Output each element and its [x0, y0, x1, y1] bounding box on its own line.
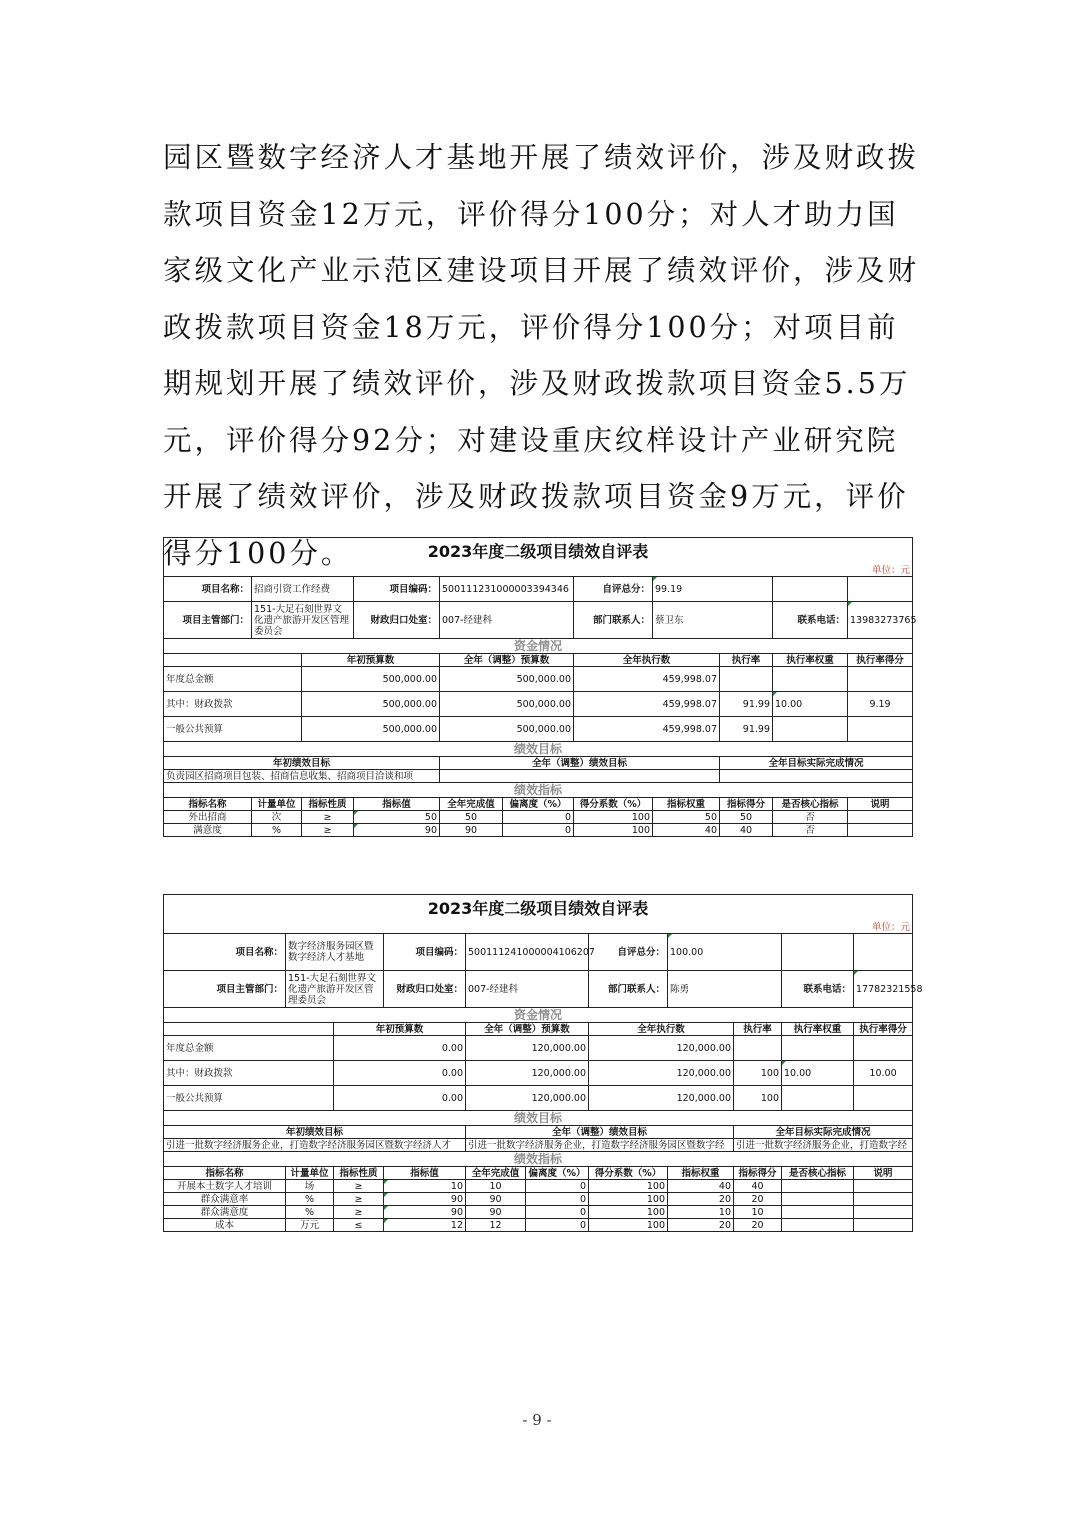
row-fiscal-label: 其中：财政拨款: [164, 1061, 334, 1086]
col-rate-score: 执行率得分: [854, 1023, 913, 1036]
contact-value: 蔡卫东: [653, 602, 773, 639]
contact-label: 部门联系人：: [574, 602, 653, 639]
ind-unit: 次: [252, 811, 302, 824]
row-fiscal-label: 其中：财政拨款: [164, 692, 302, 717]
public-execution: 459,998.07: [574, 717, 720, 742]
ind-name: 外出招商: [164, 811, 252, 824]
ind-note-header: 说明: [848, 798, 913, 811]
ind-core-header: 是否核心指标: [782, 1167, 854, 1180]
ind-name: 开展本土数字人才培训: [164, 1180, 286, 1193]
row-public-label: 一般公共预算: [164, 1086, 334, 1111]
ind-actual: 10: [466, 1180, 526, 1193]
self-score-label: 自评总分：: [574, 577, 653, 602]
fiscal-weight: 10.00: [782, 1061, 854, 1086]
ind-nature: ≥: [302, 811, 354, 824]
col-execution: 全年执行数: [574, 654, 720, 667]
ind-name-header: 指标名称: [164, 1167, 286, 1180]
ind-unit: 场: [286, 1180, 334, 1193]
ind-name: 群众满意率: [164, 1193, 286, 1206]
self-score-label: 自评总分：: [589, 934, 668, 971]
ind-deviation: 0: [503, 811, 574, 824]
ind-note: [854, 1193, 913, 1206]
ind-actual: 90: [440, 824, 503, 837]
body-paragraph: 园区暨数字经济人才基地开展了绩效评价，涉及财政拨款项目资金12万元，评价得分100分；对人才助力国家级文化产业示范区建设项目开展了绩效评价，涉及财政拨款项目资金18万元，评价得分100分；对项目前期规划开展了绩效评价，涉及财政拨款项目资金5.5万元，评价得分92分；对建设重庆纹样设计产业研究院开展了绩效评价，涉及财政拨款项目资金9万元，评价得分100分。: [163, 141, 920, 570]
public-initial: 500,000.00: [302, 717, 440, 742]
ind-value: 90: [384, 1206, 466, 1219]
page-number: - 9 -: [522, 1411, 552, 1429]
ind-nature: ≤: [334, 1219, 384, 1232]
ind-name-header: 指标名称: [164, 798, 252, 811]
ind-score: 40: [720, 824, 773, 837]
contact-label: 部门联系人：: [589, 971, 668, 1008]
table-row: [164, 1180, 913, 1193]
phone-label: 联系电话：: [773, 602, 848, 639]
ind-unit: 万元: [286, 1219, 334, 1232]
ind-note: [854, 1180, 913, 1193]
ind-score: 50: [720, 811, 773, 824]
goal-adjusted-header: 全年（调整）绩效目标: [466, 1126, 734, 1139]
table-row: [164, 1193, 913, 1206]
goal-actual-value: 引进一批数字经济服务企业，打造数字经: [734, 1139, 913, 1152]
fiscal-rate: 100: [734, 1061, 782, 1086]
ind-coef: 100: [589, 1206, 668, 1219]
fund-section-header: 资金情况: [164, 1008, 913, 1023]
col-rate-weight: 执行率权重: [782, 1023, 854, 1036]
ind-note: [848, 811, 913, 824]
ind-score: 10: [734, 1206, 782, 1219]
dept-value: 151-大足石刻世界文化遗产旅游开发区管理委员会: [286, 971, 384, 1008]
total-rate: [720, 667, 773, 692]
goal-actual-header: 全年目标实际完成情况: [734, 1126, 913, 1139]
public-rate: 100: [734, 1086, 782, 1111]
performance-table-1: [163, 537, 917, 837]
table-row: [164, 811, 913, 824]
table-row: [164, 1219, 913, 1232]
finance-office-value: 007-经建科: [466, 971, 589, 1008]
ind-value: 12: [384, 1219, 466, 1232]
ind-deviation: 0: [526, 1180, 589, 1193]
phone-value: 17782321558: [854, 971, 913, 1008]
ind-score: 40: [734, 1180, 782, 1193]
empty-cell: [848, 577, 913, 602]
total-execution: 459,998.07: [574, 667, 720, 692]
unit-label: 单位：元: [164, 921, 913, 934]
row-total-label: 年度总金额: [164, 1036, 334, 1061]
ind-unit: %: [286, 1206, 334, 1219]
empty-cell: [854, 934, 913, 971]
ind-name: 群众满意度: [164, 1206, 286, 1219]
ind-deviation: 0: [503, 824, 574, 837]
total-weight: [773, 667, 848, 692]
col-execution: 全年执行数: [589, 1023, 734, 1036]
ind-weight: 10: [668, 1206, 734, 1219]
self-score-value: 100.00: [668, 934, 782, 971]
ind-weight: 20: [668, 1193, 734, 1206]
col-adjusted-budget: 全年（调整）预算数: [466, 1023, 589, 1036]
ind-core: [782, 1206, 854, 1219]
performance-table-2: [163, 894, 923, 1232]
ind-nature-header: 指标性质: [334, 1167, 384, 1180]
fiscal-score: 9.19: [848, 692, 913, 717]
phone-label: 联系电话：: [782, 971, 854, 1008]
ind-note-header: 说明: [854, 1167, 913, 1180]
ind-weight: 50: [653, 811, 720, 824]
goal-actual-header: 全年目标实际完成情况: [720, 757, 913, 770]
project-name-label: 项目名称：: [164, 577, 252, 602]
goal-initial-header: 年初绩效目标: [164, 757, 440, 770]
ind-weight: 20: [668, 1219, 734, 1232]
empty-cell: [773, 577, 848, 602]
ind-score: 20: [734, 1219, 782, 1232]
total-adjusted: 500,000.00: [440, 667, 574, 692]
finance-office-label: 财政归口处室：: [354, 602, 440, 639]
public-rate: 91.99: [720, 717, 773, 742]
col-adjusted-budget: 全年（调整）预算数: [440, 654, 574, 667]
ind-unit: %: [252, 824, 302, 837]
table-title: 2023年度二级项目绩效自评表: [164, 895, 913, 922]
indicator-section-header: 绩效指标: [164, 1152, 913, 1167]
ind-nature: ≥: [334, 1193, 384, 1206]
fiscal-score: 10.00: [854, 1061, 913, 1086]
ind-value-header: 指标值: [384, 1167, 466, 1180]
ind-weight: 40: [653, 824, 720, 837]
total-execution: 120,000.00: [589, 1036, 734, 1061]
ind-coef-header: 得分系数（%）: [574, 798, 653, 811]
col-rate-weight: 执行率权重: [773, 654, 848, 667]
public-weight: [782, 1086, 854, 1111]
col-rate-score: 执行率得分: [848, 654, 913, 667]
self-score-value: 99.19: [653, 577, 773, 602]
table-row: [164, 824, 913, 837]
fiscal-execution: 120,000.00: [589, 1061, 734, 1086]
fiscal-rate: 91.99: [720, 692, 773, 717]
ind-core: [782, 1219, 854, 1232]
ind-nature: ≥: [302, 824, 354, 837]
ind-note: [854, 1206, 913, 1219]
ind-value: 50: [354, 811, 440, 824]
goal-section-header: 绩效目标: [164, 1111, 913, 1126]
col-exec-rate: 执行率: [734, 1023, 782, 1036]
project-code-value: 500111231000003394346: [440, 577, 574, 602]
ind-unit-header: 计量单位: [286, 1167, 334, 1180]
ind-nature-header: 指标性质: [302, 798, 354, 811]
goal-section-header: 绩效目标: [164, 742, 913, 757]
ind-note: [848, 824, 913, 837]
fund-section-header: 资金情况: [164, 639, 913, 654]
empty-cell: [782, 934, 854, 971]
public-adjusted: 120,000.00: [466, 1086, 589, 1111]
ind-actual: 50: [440, 811, 503, 824]
ind-deviation-header: 偏离度（%）: [526, 1167, 589, 1180]
indicator-section-header: 绩效指标: [164, 783, 913, 798]
empty-cell: [164, 1023, 334, 1036]
dept-label: 项目主管部门：: [164, 602, 252, 639]
ind-score-header: 指标得分: [734, 1167, 782, 1180]
ind-deviation-header: 偏离度（%）: [503, 798, 574, 811]
public-initial: 0.00: [334, 1086, 466, 1111]
ind-name: 满意度: [164, 824, 252, 837]
contact-value: 陈勇: [668, 971, 782, 1008]
ind-weight: 40: [668, 1180, 734, 1193]
ind-value: 90: [354, 824, 440, 837]
fiscal-adjusted: 120,000.00: [466, 1061, 589, 1086]
ind-coef: 100: [589, 1180, 668, 1193]
ind-value-header: 指标值: [354, 798, 440, 811]
ind-score: 20: [734, 1193, 782, 1206]
total-score: [848, 667, 913, 692]
public-score: [854, 1086, 913, 1111]
total-adjusted: 120,000.00: [466, 1036, 589, 1061]
project-code-value: 500111241000004106207: [466, 934, 589, 971]
total-initial: 0.00: [334, 1036, 466, 1061]
ind-unit-header: 计量单位: [252, 798, 302, 811]
project-name-value: 招商引资工作经费: [252, 577, 354, 602]
ind-actual: 90: [466, 1193, 526, 1206]
dept-value: 151-大足石刻世界文化遗产旅游开发区管理委员会: [252, 602, 354, 639]
goal-initial-value: 引进一批数字经济服务企业，打造数字经济服务园区暨数字经济人才: [164, 1139, 466, 1152]
fiscal-weight: 10.00: [773, 692, 848, 717]
public-execution: 120,000.00: [589, 1086, 734, 1111]
ind-deviation: 0: [526, 1206, 589, 1219]
ind-coef: 100: [589, 1219, 668, 1232]
project-code-label: 项目编码：: [384, 934, 466, 971]
finance-office-label: 财政归口处室：: [384, 971, 466, 1008]
ind-weight-header: 指标权重: [653, 798, 720, 811]
fiscal-execution: 459,998.07: [574, 692, 720, 717]
ind-value: 90: [384, 1193, 466, 1206]
goal-adjusted-header: 全年（调整）绩效目标: [440, 757, 720, 770]
phone-value: 13983273765: [848, 602, 913, 639]
dept-label: 项目主管部门：: [164, 971, 286, 1008]
public-weight: [773, 717, 848, 742]
project-name-value: 数字经济服务园区暨数字经济人才基地: [286, 934, 384, 971]
ind-coef-header: 得分系数（%）: [589, 1167, 668, 1180]
ind-unit: %: [286, 1193, 334, 1206]
public-adjusted: 500,000.00: [440, 717, 574, 742]
empty-cell: [164, 654, 302, 667]
ind-core: [782, 1180, 854, 1193]
col-exec-rate: 执行率: [720, 654, 773, 667]
ind-value: 10: [384, 1180, 466, 1193]
goal-initial-header: 年初绩效目标: [164, 1126, 466, 1139]
total-score: [854, 1036, 913, 1061]
table-title: 2023年度二级项目绩效自评表: [164, 538, 913, 565]
total-initial: 500,000.00: [302, 667, 440, 692]
ind-nature: ≥: [334, 1180, 384, 1193]
ind-coef: 100: [589, 1193, 668, 1206]
table-row: [164, 1206, 913, 1219]
ind-nature: ≥: [334, 1206, 384, 1219]
ind-core: 否: [773, 811, 848, 824]
col-initial-budget: 年初预算数: [302, 654, 440, 667]
ind-deviation: 0: [526, 1193, 589, 1206]
total-weight: [782, 1036, 854, 1061]
fiscal-adjusted: 500,000.00: [440, 692, 574, 717]
fiscal-initial: 0.00: [334, 1061, 466, 1086]
goal-actual-value: [720, 770, 913, 783]
project-code-label: 项目编码：: [354, 577, 440, 602]
ind-core: 否: [773, 824, 848, 837]
ind-actual-header: 全年完成值: [440, 798, 503, 811]
ind-coef: 100: [574, 811, 653, 824]
unit-label: 单位：元: [164, 564, 913, 577]
row-total-label: 年度总金额: [164, 667, 302, 692]
goal-adjusted-value: [440, 770, 720, 783]
total-rate: [734, 1036, 782, 1061]
project-name-label: 项目名称：: [164, 934, 286, 971]
ind-actual: 12: [466, 1219, 526, 1232]
public-score: [848, 717, 913, 742]
finance-office-value: 007-经建科: [440, 602, 574, 639]
col-initial-budget: 年初预算数: [334, 1023, 466, 1036]
ind-score-header: 指标得分: [720, 798, 773, 811]
row-public-label: 一般公共预算: [164, 717, 302, 742]
ind-core: [782, 1193, 854, 1206]
ind-core-header: 是否核心指标: [773, 798, 848, 811]
ind-note: [854, 1219, 913, 1232]
fiscal-initial: 500,000.00: [302, 692, 440, 717]
ind-actual: 90: [466, 1206, 526, 1219]
ind-coef: 100: [574, 824, 653, 837]
goal-initial-value: 负责园区招商项目包装、招商信息收集、招商项目洽谈和项: [164, 770, 440, 783]
ind-name: 成本: [164, 1219, 286, 1232]
ind-actual-header: 全年完成值: [466, 1167, 526, 1180]
goal-adjusted-value: 引进一批数字经济服务企业，打造数字经济服务园区暨数字经: [466, 1139, 734, 1152]
ind-deviation: 0: [526, 1219, 589, 1232]
ind-weight-header: 指标权重: [668, 1167, 734, 1180]
